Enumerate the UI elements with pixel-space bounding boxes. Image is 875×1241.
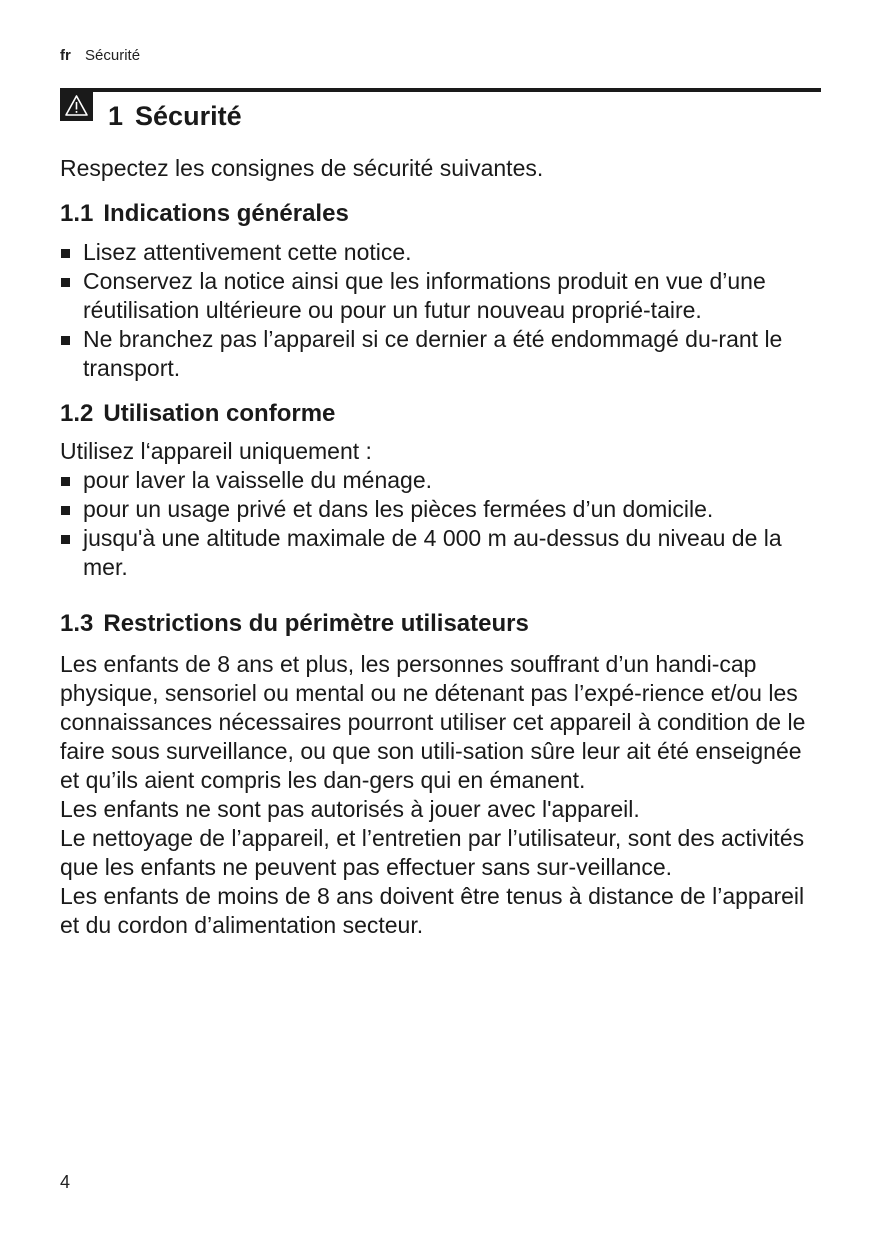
list-item-text: Conservez la notice ainsi que les informations produit en vue d’une réutilisation ultérieure ou pour un futur nouveau proprié-taire. bbox=[83, 268, 766, 323]
usage-list bbox=[60, 466, 820, 582]
list-item-text: pour laver la vaisselle du ménage. bbox=[83, 467, 433, 493]
restrictions-paragraph: Le nettoyage de l’appareil, et l’entretien par l’utilisateur, sont des activités que les enfants ne peuvent pas effectuer sans sur-veillance. bbox=[60, 825, 805, 880]
bullet-square-icon bbox=[61, 249, 70, 258]
chapter-title bbox=[108, 98, 242, 134]
bullet-square-icon bbox=[61, 336, 70, 345]
chapter-rule bbox=[60, 88, 821, 92]
section-number: 1.3 bbox=[60, 610, 94, 637]
list-item bbox=[60, 466, 820, 495]
intro-text: Respectez les consignes de sécurité suivantes. bbox=[60, 155, 544, 181]
list-item bbox=[60, 524, 820, 582]
general-indications-list bbox=[60, 238, 820, 383]
list-item bbox=[60, 238, 820, 267]
chapter-number: 1 bbox=[108, 101, 124, 131]
list-item-text: Lisez attentivement cette notice. bbox=[83, 239, 412, 265]
restrictions-paragraph: Les enfants de 8 ans et plus, les personnes souffrant d’un handi-cap physique, sensoriel ou mental ou ne détenant pas l’expé-rience et/ou les connaissances nécessaires pourront utiliser cet appareil à condition de le faire sous surveillance, ou que son utili-sation sûre leur ait été enseignée et qu’ils aient compris les dan-gers qui en émanent. bbox=[60, 651, 806, 793]
list-item bbox=[60, 495, 820, 524]
bullet-square-icon bbox=[61, 506, 70, 515]
section-heading-usage bbox=[60, 399, 820, 429]
bullet-square-icon bbox=[61, 278, 70, 287]
chapter-title-text: Sécurité bbox=[135, 101, 242, 131]
running-header bbox=[60, 47, 140, 64]
section-number: 1.2 bbox=[60, 400, 94, 427]
section-heading-general bbox=[60, 199, 820, 229]
section-title: Restrictions du périmètre utilisateurs bbox=[103, 610, 529, 637]
page-content bbox=[60, 152, 820, 940]
language-code: fr bbox=[60, 47, 71, 64]
section-heading-restrictions bbox=[60, 609, 820, 639]
list-item-text: jusqu'à une altitude maximale de 4 000 m au-dessus du niveau de la mer. bbox=[83, 525, 782, 580]
list-item-text: pour un usage privé et dans les pièces fermées d’un domicile. bbox=[83, 496, 714, 522]
bullet-square-icon bbox=[61, 477, 70, 486]
section-title: Utilisation conforme bbox=[103, 400, 336, 427]
usage-lead-text: Utilisez l‘appareil uniquement : bbox=[60, 438, 372, 464]
restrictions-paragraph: Les enfants de moins de 8 ans doivent être tenus à distance de l’appareil et du cordon d’alimentation secteur. bbox=[60, 883, 805, 938]
list-item bbox=[60, 325, 820, 383]
header-section-title: Sécurité bbox=[85, 47, 141, 64]
restrictions-paragraph: Les enfants ne sont pas autorisés à jouer avec l'appareil. bbox=[60, 796, 640, 822]
page-number: 4 bbox=[60, 1172, 71, 1192]
section-title: Indications générales bbox=[103, 200, 349, 227]
warning-triangle-icon bbox=[60, 90, 93, 121]
list-item bbox=[60, 267, 820, 325]
list-item-text: Ne branchez pas l’appareil si ce dernier a été endommagé du-rant le transport. bbox=[83, 326, 783, 381]
bullet-square-icon bbox=[61, 535, 70, 544]
section-number: 1.1 bbox=[60, 200, 94, 227]
